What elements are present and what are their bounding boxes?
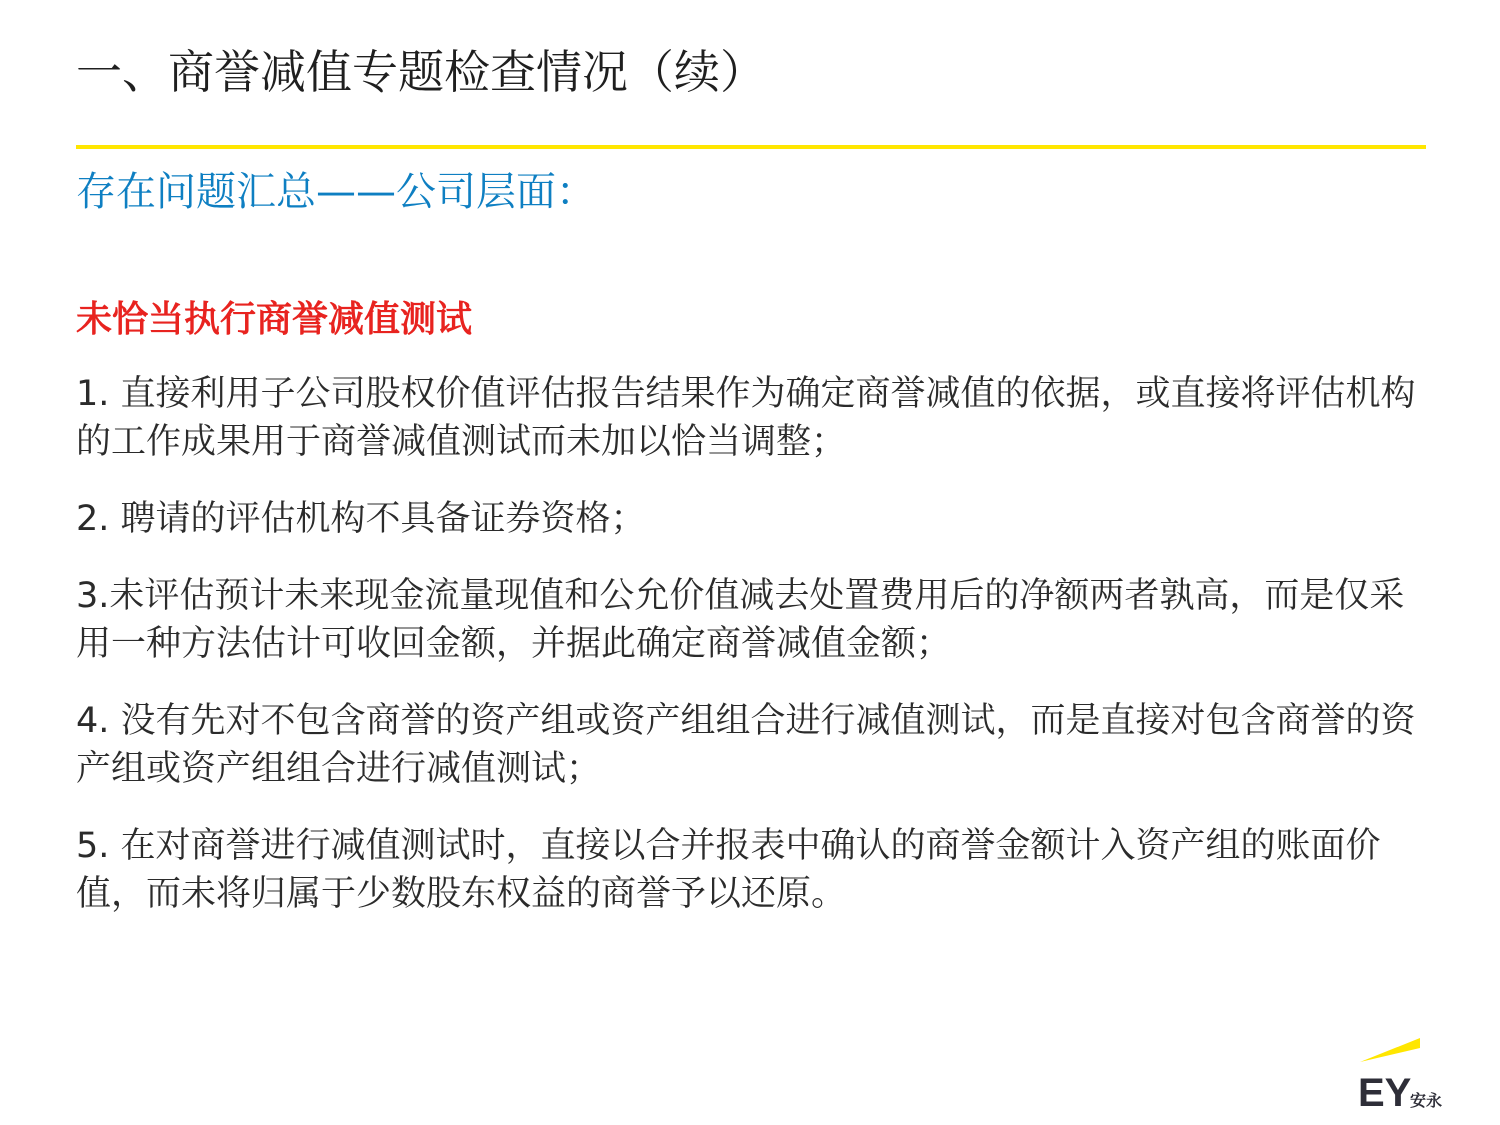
issue-item-4: 4. 没有先对不包含商誉的资产组或资产组组合进行减值测试，而是直接对包含商誉的资产组或资产组组合进行减值测试； bbox=[76, 701, 1416, 789]
logo-cn-text: 安永 bbox=[1410, 1091, 1443, 1110]
logo-beam bbox=[1360, 1038, 1420, 1062]
ey-logo-icon bbox=[1358, 1036, 1448, 1110]
issue-item-3: 3.未评估预计未来现金流量现值和公允价值减去处置费用后的净额两者孰高，而是仅采用一种方法估计可收回金额，并据此确定商誉减值金额； bbox=[76, 576, 1405, 664]
title-divider bbox=[76, 145, 1426, 149]
issue-list bbox=[76, 370, 1421, 947]
slide-title: 一、商誉减值专题检查情况（续） bbox=[76, 45, 766, 99]
issue-item-1: 1. 直接利用子公司股权价值评估报告结果作为确定商誉减值的依据，或直接将评估机构的工作成果用于商誉减值测试而未加以恰当调整； bbox=[76, 374, 1416, 462]
section-heading: 存在问题汇总——公司层面： bbox=[76, 169, 596, 215]
issue-item-5: 5. 在对商誉进行减值测试时，直接以合并报表中确认的商誉金额计入资产组的账面价值，而未将归属于少数股东权益的商誉予以还原。 bbox=[76, 826, 1381, 914]
logo-brand-text: EY bbox=[1358, 1071, 1412, 1110]
issue-item-2: 2. 聘请的评估机构不具备证券资格； bbox=[76, 499, 646, 539]
ey-logo-mark bbox=[1358, 1036, 1448, 1110]
issue-heading: 未恰当执行商誉减值测试 bbox=[76, 299, 473, 340]
